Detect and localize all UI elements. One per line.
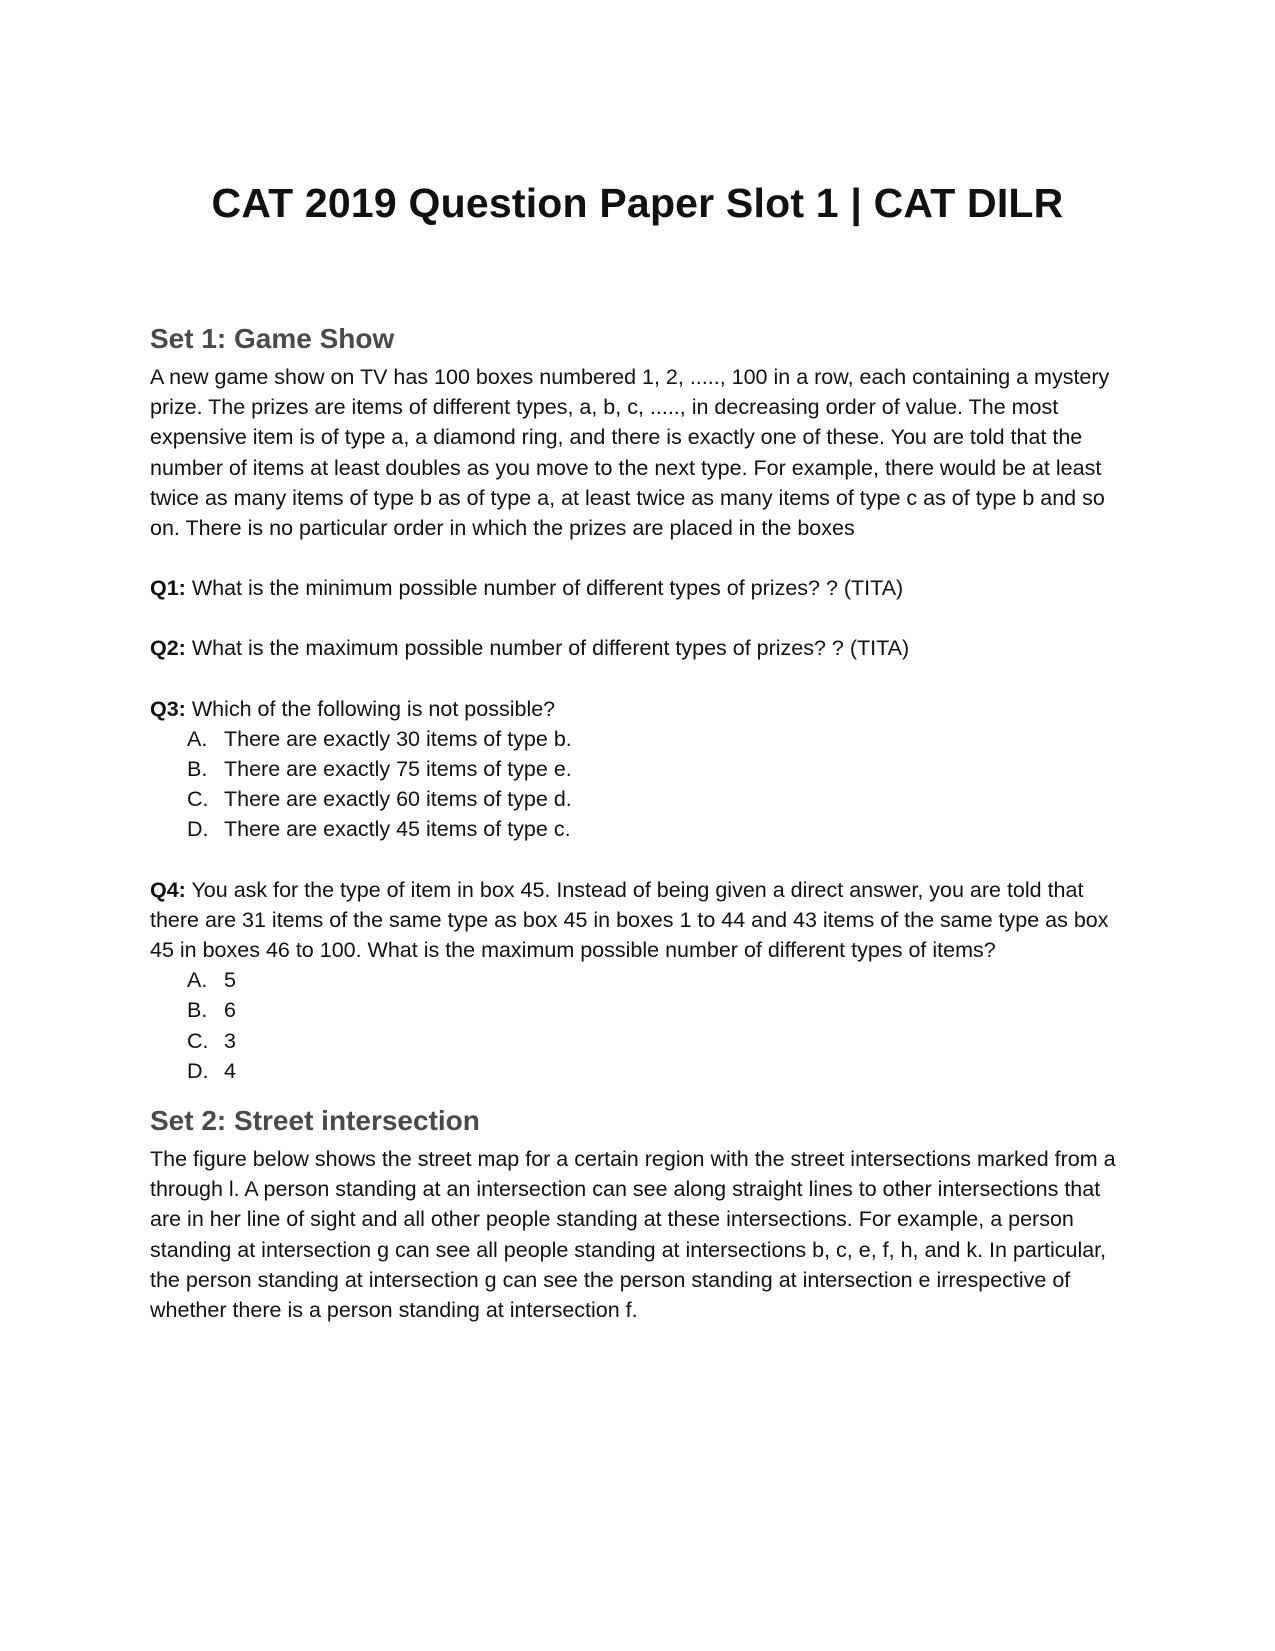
question-text: You ask for the type of item in box 45. Instead of being given a direct answer, you are told that there are 31 items of the same type as box 45 in boxes 1 to 44 and 43 items of the same type as box 45 in boxes 46 to 100. What is the maximum possible number of different types of items? [150,877,1109,963]
document-body [150,316,1125,1325]
question-q2 [150,633,1125,663]
option-item [187,1026,1125,1056]
option-text: There are exactly 60 items of type d. [224,787,572,812]
option-text: There are exactly 30 items of type b. [224,726,572,751]
set1-intro: A new game show on TV has 100 boxes numbered 1, 2, ....., 100 in a row, each containing a mystery prize. The prizes are items of different types, a, b, c, ....., in decreasing order of value. The most expensive item is of type a, a diamond ring, and there is exactly one of these. You are told that the number of items at least doubles as you move to the next type. For example, there would be at least twice as many items of type b as of type a, at least twice as many items of type c as of type b and so on. There is no particular order in which the prizes are placed in the boxes [150,365,1110,541]
question-label: Q1: [150,576,186,601]
set2-intro: The figure below shows the street map for a certain region with the street intersections marked from a through l. A person standing at an intersection can see along straight lines to other intersections that are in her line of sight and all other people standing at these intersections. For example, a person standing at intersection g can see all people standing at intersections b, c, e, f, h, and k. In particular, the person standing at intersection g can see the person standing at intersection e irrespective of whether there is a person standing at intersection f. [150,1147,1116,1323]
option-letter: C. [187,787,209,812]
q4-options [150,965,1125,1086]
option-text: There are exactly 45 items of type c. [224,817,571,842]
option-item [187,1056,1125,1086]
option-letter: A. [187,726,208,751]
question-text: Which of the following is not possible? [191,696,556,721]
option-letter: A. [187,968,208,993]
question-q3 [150,694,1125,724]
question-label: Q3: [150,696,186,721]
option-letter: D. [187,1058,209,1083]
set2-heading: Set 2: Street intersection [150,1105,480,1137]
option-item [187,965,1125,995]
option-letter: B. [187,998,208,1023]
option-text: There are exactly 75 items of type e. [224,757,572,782]
question-label: Q4: [150,877,186,902]
option-letter: B. [187,757,208,782]
option-text: 5 [224,968,236,993]
option-item [187,724,1125,754]
option-item [187,995,1125,1025]
option-item [187,784,1125,814]
option-item [187,754,1125,784]
option-letter: D. [187,817,209,842]
question-text: What is the maximum possible number of different types of prizes? ? (TITA) [191,636,910,661]
question-q4 [150,875,1125,966]
question-label: Q2: [150,636,186,661]
set1-heading: Set 1: Game Show [150,323,395,354]
option-text: 4 [224,1058,236,1083]
option-text: 3 [224,1028,236,1053]
q3-options [150,724,1125,845]
option-letter: C. [187,1028,209,1053]
question-q1 [150,573,1125,603]
option-item [187,814,1125,844]
question-text: What is the minimum possible number of different types of prizes? ? (TITA) [191,576,904,601]
option-text: 6 [224,998,236,1023]
document-title: CAT 2019 Question Paper Slot 1 | CAT DILR [211,180,1064,226]
